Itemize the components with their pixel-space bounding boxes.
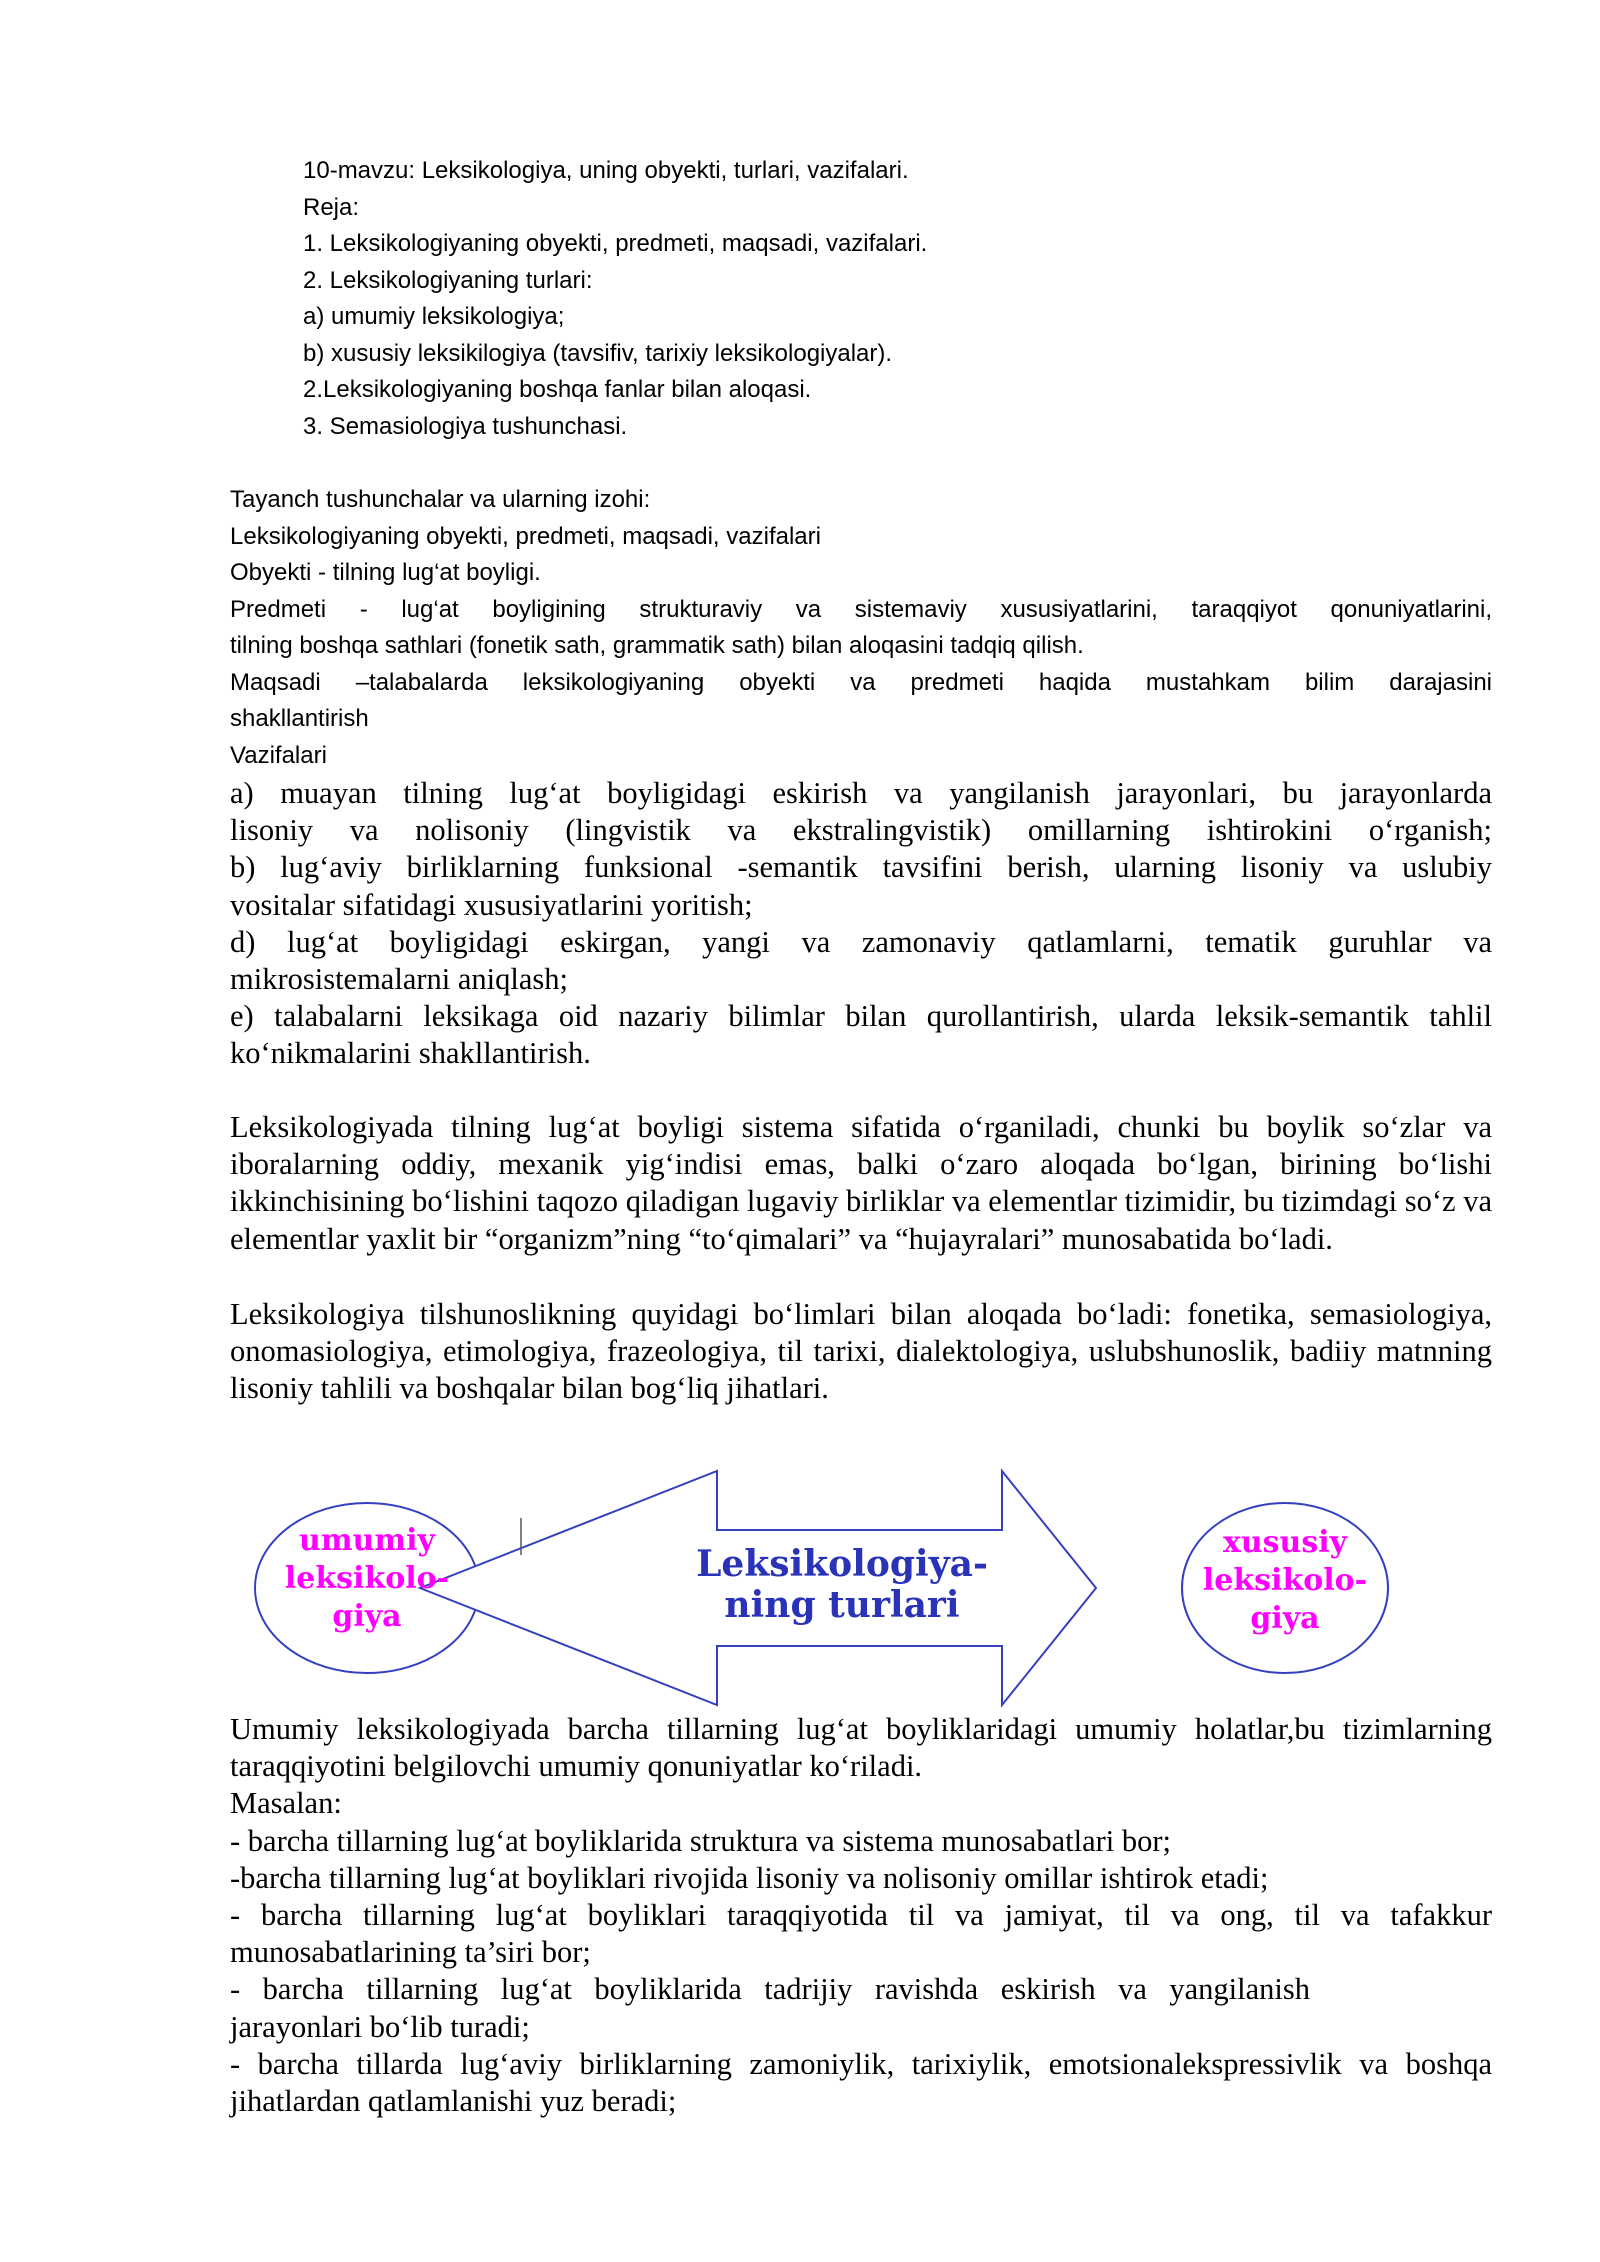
general-intro: Umumiy leksikologiyada barcha tillarning lug‘at boyliklaridagi umumiy holatlar,bu tizimlarning taraqqiyotini belgilovchi umumiy qonuniyatlar ko‘riladi. xyxy=(230,1712,1492,1784)
goal-definition-line: Maqsadi –talabalarda leksikologiyaning obyekti va predmeti haqida mustahkam bilim darajasini xyxy=(230,668,1492,696)
plan-item: 2.Leksikologiyaning boshqa fanlar bilan aloqasi. xyxy=(303,376,812,403)
center-arrow-line: Leksikologiya- xyxy=(696,1543,988,1585)
system-paragraph: Leksikologiyada tilning lug‘at boyligi sistema sifatida o‘rganiladi, chunki bu boylik so‘zlar va iboralarning oddiy, mexanik yig‘indisi emas, balki o‘zaro aloqada bo‘lgan, birining bo‘lishi ikkinchisining bo‘lishini taqozo qiladigan lugaviy birliklar va elementlar tizimidir, bu tizimdagi so‘z va elementlar yaxlit bir “organizm”ning “to‘qimalari” va “hujayralari” munosabatida bo‘ladi. xyxy=(230,1110,1492,1256)
plan-item: b) xususiy leksikilogiya (tavsifiv, tarixiy leksikologiyalar). xyxy=(303,339,893,367)
lexicology-types-diagram xyxy=(250,1468,1390,1708)
right-ellipse-line: xususiy xyxy=(1222,1525,1348,1560)
topic-title: 10-mavzu: Leksikologiya, uning obyekti, turlari, vazifalari. xyxy=(303,157,909,184)
example-item-line: jarayonlari bo‘lib turadi; xyxy=(230,2009,530,2044)
task-line: vositalar sifatidagi xususiyatlarini yoritish; xyxy=(230,887,753,922)
task-line: a) muayan tilning lug‘at boyligidagi eskirish va yangilanish jarayonlari, bu jarayonlarda xyxy=(230,776,1492,810)
plan-item: 3. Semasiologiya tushunchasi. xyxy=(303,412,628,440)
center-arrow-line: ning turlari xyxy=(724,1584,960,1626)
right-ellipse-line: leksikolo- xyxy=(1202,1563,1368,1598)
examples-label: Masalan: xyxy=(230,1786,342,1821)
plan-item: 2. Leksikologiyaning turlari: xyxy=(303,266,593,294)
plan-item: 1. Leksikologiyaning obyekti, predmeti, maqsadi, vazifalari. xyxy=(303,230,928,257)
task-line: ko‘nikmalarini shakllantirish. xyxy=(230,1036,591,1071)
subject-definition-line: Predmeti - lug‘at boyligining strukturaviy va sistemaviy xususiyatlarini, taraqqiyot qonuniyatlarini, xyxy=(230,595,1492,623)
task-line: e) talabalarni leksikaga oid nazariy bilimlar bilan qurollantirish, ularda leksik-semantik tahlil xyxy=(230,999,1492,1034)
example-item: - barcha tillarda lug‘aviy birliklarning zamoniylik, tarixiylik, emotsionalekspressivlik va boshqa jihatlardan qatlamlanishi yuz beradi; xyxy=(230,2046,1492,2119)
object-definition: Obyekti - tilning lug‘at boyligi. xyxy=(230,559,541,586)
task-line: b) lug‘aviy birliklarning funksional -semantik tavsifini berish, ularning lisoniy va uslubiy xyxy=(230,850,1492,885)
example-item-line: - barcha tillarning lug‘at boyliklarida tadrijiy ravishda eskirish va yangilanish xyxy=(230,1972,1310,2007)
tasks-list xyxy=(230,775,1492,1073)
example-item: - barcha tillarning lug‘at boyliklari taraqqiyotida til va jamiyat, til va ong, til va tafakkur munosabatlarining ta’siri bor; xyxy=(230,1898,1492,1970)
relations-paragraph: Leksikologiya tilshunoslikning quyidagi bo‘limlari bilan aloqada bo‘ladi: fonetika, semasiologiya, onomasiologiya, etimologiya, frazeologiya, til tarixi, dialektologiya, uslubshunoslik, badiiy matnning lisoniy tahlili va boshqalar bilan bog‘liq jihatlari. xyxy=(230,1297,1492,1406)
right-ellipse-line: giya xyxy=(1250,1601,1320,1636)
goal-definition-line: shakllantirish xyxy=(230,705,369,732)
concepts-heading: Tayanch tushunchalar va ularning izohi: xyxy=(230,486,651,513)
general-lexicology-section xyxy=(230,1711,1492,2120)
left-ellipse-line: umumiy xyxy=(299,1523,435,1558)
lesson-plan xyxy=(303,153,1303,445)
task-line: mikrosistemalarni aniqlash; xyxy=(230,962,568,997)
diagram-svg xyxy=(250,1468,1390,1708)
left-ellipse-line: giya xyxy=(332,1599,402,1634)
example-item: -barcha tillarning lug‘at boyliklari rivojida lisoniy va nolisoniy omillar ishtirok etadi; xyxy=(230,1860,1269,1895)
task-line: d) lug‘at boyligidagi eskirgan, yangi va zamonaviy qatlamlarni, tematik guruhlar va xyxy=(230,924,1492,959)
tasks-label: Vazifalari xyxy=(230,741,327,769)
plan-label: Reja: xyxy=(303,193,360,221)
subject-definition-line: tilning boshqa sathlari (fonetik sath, grammatik sath) bilan aloqasini tadqiq qilish. xyxy=(230,632,1084,659)
plan-item: a) umumiy leksikologiya; xyxy=(303,303,565,330)
concepts-subheading: Leksikologiyaning obyekti, predmeti, maqsadi, vazifalari xyxy=(230,522,821,550)
example-item: - barcha tillarning lug‘at boyliklarida struktura va sistema munosabatlari bor; xyxy=(230,1823,1171,1858)
left-ellipse-line: leksikolo- xyxy=(284,1561,450,1596)
task-line: lisoniy va nolisoniy (lingvistik va ekstralingvistik) omillarning ishtirokini o‘rganish; xyxy=(230,813,1492,848)
key-concepts xyxy=(230,482,1492,774)
